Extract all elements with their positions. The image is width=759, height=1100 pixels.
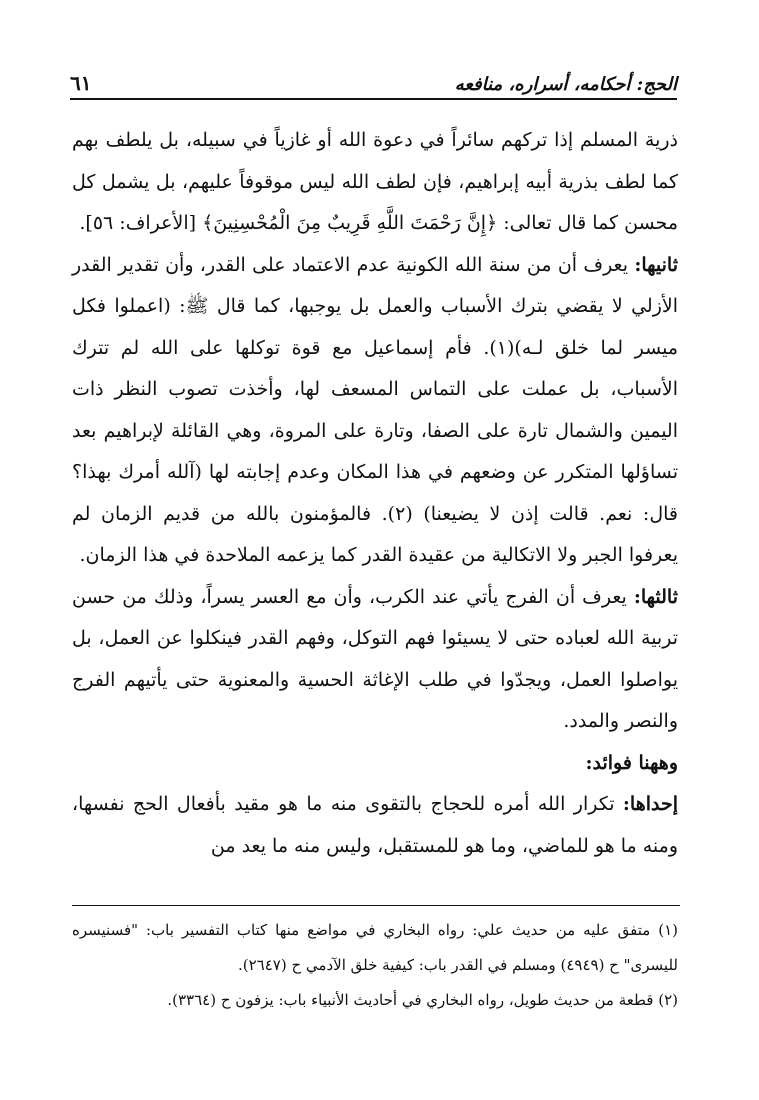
- paragraph-4: [72, 784, 678, 867]
- paragraph-4-lead: إحداها:: [622, 793, 679, 815]
- paragraph-2-lead: ثانيها:: [634, 253, 678, 276]
- running-header: [70, 68, 677, 100]
- footnotes: [72, 913, 678, 1018]
- paragraph-2-text: يعرف أن من سنة الله الكونية عدم الاعتماد على القدر، وأن تقدير القدر الأزلي لا يقضي بترك الأسباب والعمل بل يوجبها، كما قال ﷺ: (اعملوا فكل ميسر لما خلق لـه)(١). فأم إسماعيل مع قوة توكلها على الله لم تترك الأسباب، بل عملت على التماس المسعف لها، وأخذت تصوب النظر ذات اليمين والشمال تارة على الصفا، وتارة على المروة، وهي القائلة لإبراهيم بعد تساؤلها المتكرر عن وضعهم في هذا المكان وعدم إجابته لها (آلله أمرك بهذا؟ قال: نعم. قالت إذن لا يضيعنا) (٢). فالمؤمنون بالله من قديم الزمان لم يعرفوا الجبر ولا الاتكالية من عقيدة القدر كما يزعمه الملاحدة في هذا الزمان.: [72, 253, 678, 566]
- paragraph-1-text: ذرية المسلم إذا تركهم سائراً في دعوة الله أو غازياً في سبيله، بل يلطف بهم كما لطف بذرية أبيه إبراهيم، فإن لطف الله ليس موقوفاً عليهم، بل يشمل كل محسن كما قال تعالى: ﴿إِنَّ رَحْمَتَ اللَّهِ قَرِيبٌ مِنَ الْمُحْسِنِينَ﴾ [الأعراف: ٥٦].: [72, 129, 679, 234]
- paragraph-1: [72, 120, 678, 245]
- paragraph-3: [72, 577, 678, 743]
- running-title: الحج: أحكامه، أسراره، منافعه: [454, 74, 677, 95]
- sub-heading: وههنا فوائد:: [585, 751, 678, 774]
- paragraph-2: [72, 245, 678, 577]
- paragraph-3-text: يعرف أن الفرج يأتي عند الكرب، وأن مع العسر يسراً، وذلك من حسن تربية الله لعباده حتى لا يسيئوا فهم التوكل، وفهم القدر فينكلوا عن العمل، بل يواصلوا العمل، ويجدّوا في طلب الإغاثة الحسية والمعنوية حتى يأتيهم الفرج والنصر والمدد.: [72, 585, 678, 732]
- main-text: [72, 120, 678, 867]
- paragraph-3-lead: ثالثها:: [633, 585, 678, 608]
- footnote-1: (١) متفق عليه من حديث علي: رواه البخاري في مواضع منها كتاب التفسير باب: "فسنيسره لليسرى" ح (٤٩٤٩) ومسلم في القدر باب: كيفية خلق الآدمي ح (٢٦٤٧).: [72, 921, 678, 974]
- footnote-2: (٢) قطعة من حديث طويل، رواه البخاري في أحاديث الأنبياء باب: يزفون ح (٣٣٦٤).: [167, 991, 678, 1009]
- footnote-divider: [72, 905, 680, 906]
- page-number: ٦١: [70, 71, 92, 95]
- paragraph-4-text: تكرار الله أمره للحجاج بالتقوى منه ما هو مقيد بأفعال الحج نفسها، ومنه ما هو للماضي، وما هو للمستقبل، وليس منه ما يعد من: [72, 793, 678, 857]
